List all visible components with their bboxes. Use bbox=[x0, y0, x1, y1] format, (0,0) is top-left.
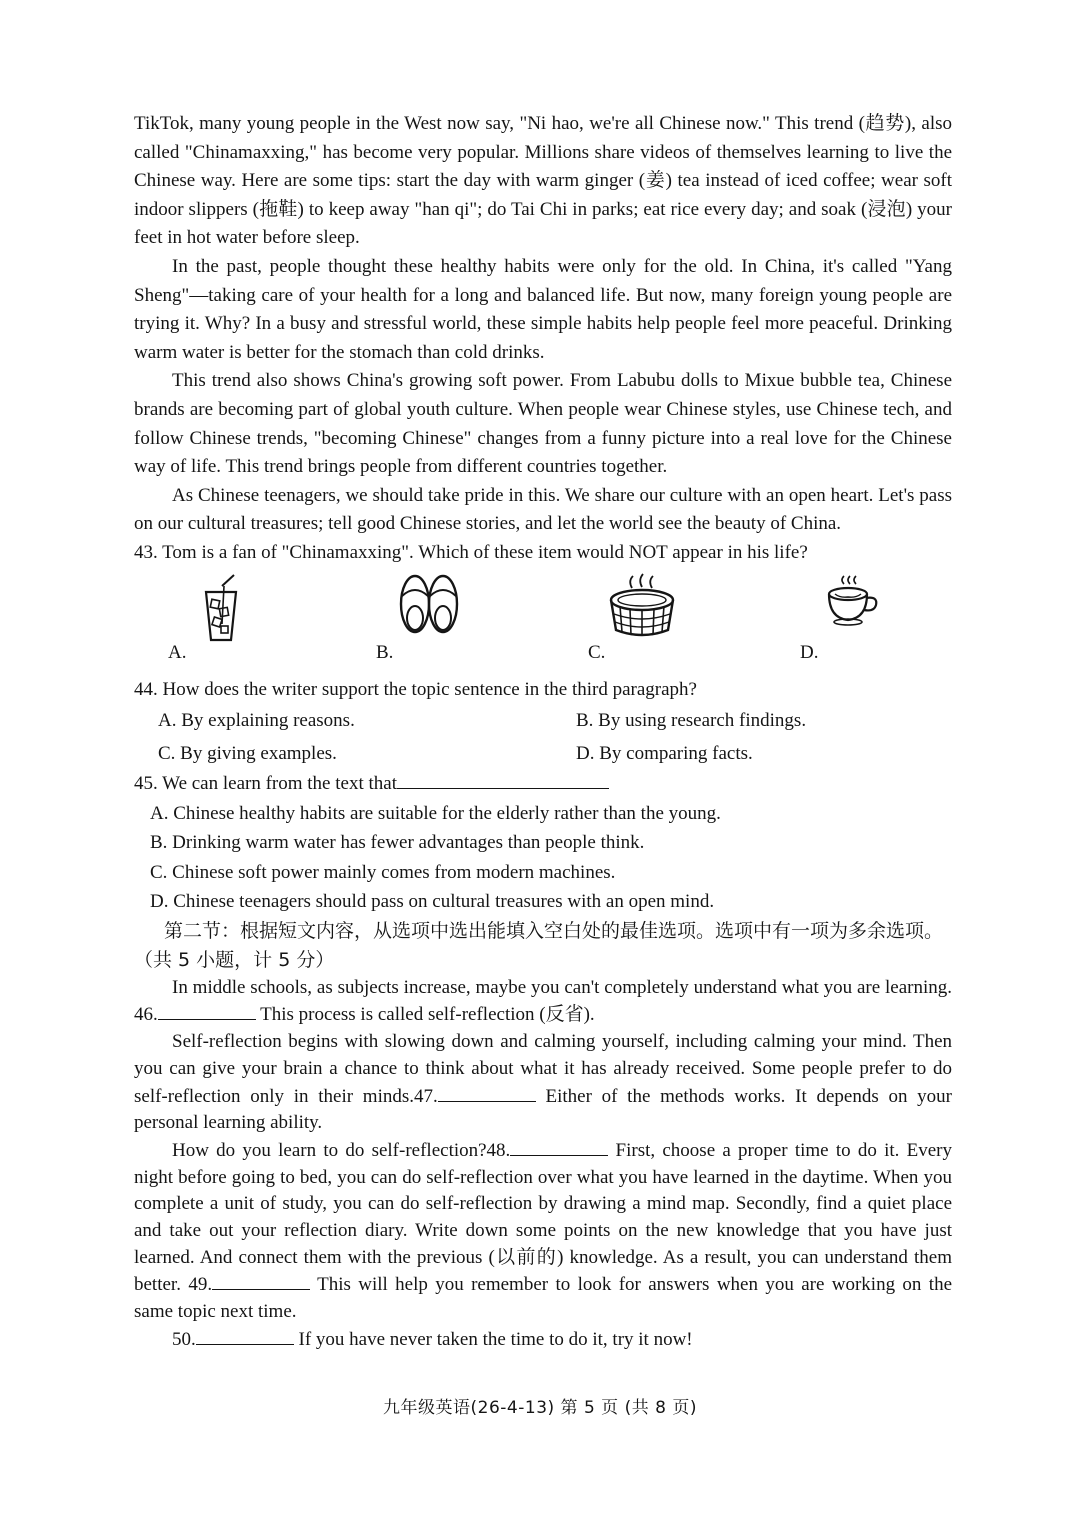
passage-paragraph-1: TikTok, many young people in the West now say, "Ni hao, we're all Chinese now." This trend (趋势), also called "Chinamaxxing," has become very popular. Millions share videos of themselves learning to live the Chinese way. Here are some tips: start the day with warm ginger (姜) tea instead of iced coffee; wear soft indoor slippers (拖鞋) to keep away "han qi"; do Tai Chi in parks; eat rice every day; and soak (浸泡) your feet in hot water before sleep. bbox=[134, 113, 952, 249]
question-45-options bbox=[134, 799, 952, 917]
question-45-stem-text: 45. We can learn from the text that bbox=[134, 773, 397, 795]
page-content bbox=[134, 110, 952, 1354]
question-45-option-a: A. Chinese healthy habits are suitable for the elderly rather than the young. bbox=[150, 802, 721, 824]
question-44-option-a: A. By explaining reasons. bbox=[158, 710, 355, 732]
answer-blank-48 bbox=[510, 1137, 608, 1156]
hot-tea-cup-icon bbox=[826, 574, 880, 626]
paragraph-3-text-middle: First, choose a proper time to do it. Every night before going to bed, you can do self-reflection over what you have learned in the daytime. When you complete a unit of study, you can do self-reflection by drawing a mind map. Secondly, find a quiet place and take out your reflection diary. Write down some points on the new knowledge that you have just learned. And connect them with the previous (以前的) knowledge. As a result, you can understand them better. 49. bbox=[134, 1139, 952, 1296]
paragraph-3-text-end: This will help you remember to look for answers when you are working on the same topic next time. bbox=[134, 1274, 953, 1323]
question-43-options bbox=[134, 568, 952, 676]
question-44-option-c: C. By giving examples. bbox=[158, 743, 337, 765]
paragraph-3-text-start: How do you learn to do self-reflection?48. bbox=[172, 1139, 511, 1161]
option-a-label: A. bbox=[168, 641, 187, 663]
foot-bath-basin-icon bbox=[608, 572, 676, 638]
question-43-stem: 43. Tom is a fan of "Chinamaxxing". Which of these item would NOT appear in his life? bbox=[134, 541, 808, 563]
page-footer: 九年级英语(26-4-13) 第 5 页 (共 8 页) bbox=[383, 1398, 697, 1418]
question-44-option-d: D. By comparing facts. bbox=[576, 743, 753, 765]
paragraph-1-text-end: This process is called self-reflection (反省). bbox=[255, 1004, 595, 1026]
passage-paragraph-3: This trend also shows China's growing soft power. From Labubu dolls to Mixue bubble tea, Chinese brands are becoming part of global youth culture. When people wear Chinese styles, use Chinese tech, and follow Chinese trends, "becoming Chinese" changes from a funny picture into a real love for the Chinese way of life. This trend brings people from different countries together. bbox=[134, 370, 952, 478]
option-b-label: B. bbox=[376, 641, 394, 663]
question-45-option-b: B. Drinking warm water has fewer advantages than people think. bbox=[150, 832, 645, 854]
section-2-paragraph-4 bbox=[134, 1326, 952, 1354]
paragraph-4-text-end: If you have never taken the time to do it, try it now! bbox=[293, 1328, 693, 1350]
question-44-options bbox=[134, 704, 952, 770]
paragraph-2-text-start: Self-reflection begins with slowing down and calming yourself, including calming your mind. Then you can give your brain a chance to think about what it has already received. Some people prefer to do self-reflection only in their minds.47. bbox=[134, 1031, 952, 1107]
answer-blank-46 bbox=[158, 1001, 256, 1020]
answer-blank-49 bbox=[212, 1271, 310, 1290]
paragraph-2-text-end: Either of the methods works. It depends on your personal learning ability. bbox=[134, 1085, 952, 1134]
option-c-label: C. bbox=[588, 641, 606, 663]
slippers-icon bbox=[398, 570, 460, 636]
iced-drink-icon bbox=[198, 574, 244, 644]
section-2-paragraph-1 bbox=[134, 975, 952, 1029]
section-2-paragraph-2 bbox=[134, 1029, 952, 1137]
passage-paragraph-4: As Chinese teenagers, we should take pride in this. We share our culture with an open heart. Let's pass on our cultural treasures; tell good Chinese stories, and let the world see the beauty of China. bbox=[134, 484, 952, 535]
question-44-option-b: B. By using research findings. bbox=[576, 710, 807, 732]
passage-paragraph-2: In the past, people thought these healthy habits were only for the old. In China, it's called "Yang Sheng"—taking care of your health for a long and balanced life. But now, many foreign young people are trying it. Why? In a busy and stressful world, these simple habits help people feel more peaceful. Drinking warm water is better for the stomach than cold drinks. bbox=[134, 255, 952, 363]
answer-blank-50 bbox=[196, 1326, 294, 1345]
option-d-label: D. bbox=[800, 641, 819, 663]
paragraph-1-text-start: In middle schools, as subjects increase, maybe you can't completely understand what you are learning. 46. bbox=[134, 976, 952, 1026]
section-2-paragraph-3 bbox=[134, 1137, 952, 1326]
answer-blank-47 bbox=[438, 1083, 536, 1102]
answer-blank-45 bbox=[397, 770, 609, 789]
section-2-instruction: 第二节：根据短文内容，从选项中选出能填入空白处的最佳选项。选项中有一项为多余选项。（共 5 小题，计 5 分） bbox=[134, 919, 944, 971]
question-45-stem bbox=[134, 770, 952, 799]
question-45-option-c: C. Chinese soft power mainly comes from modern machines. bbox=[150, 861, 616, 883]
question-44-stem: 44. How does the writer support the topic sentence in the third paragraph? bbox=[134, 678, 697, 700]
question-45-option-d: D. Chinese teenagers should pass on cultural treasures with an open mind. bbox=[150, 891, 715, 913]
paragraph-4-text-start: 50. bbox=[172, 1328, 196, 1350]
